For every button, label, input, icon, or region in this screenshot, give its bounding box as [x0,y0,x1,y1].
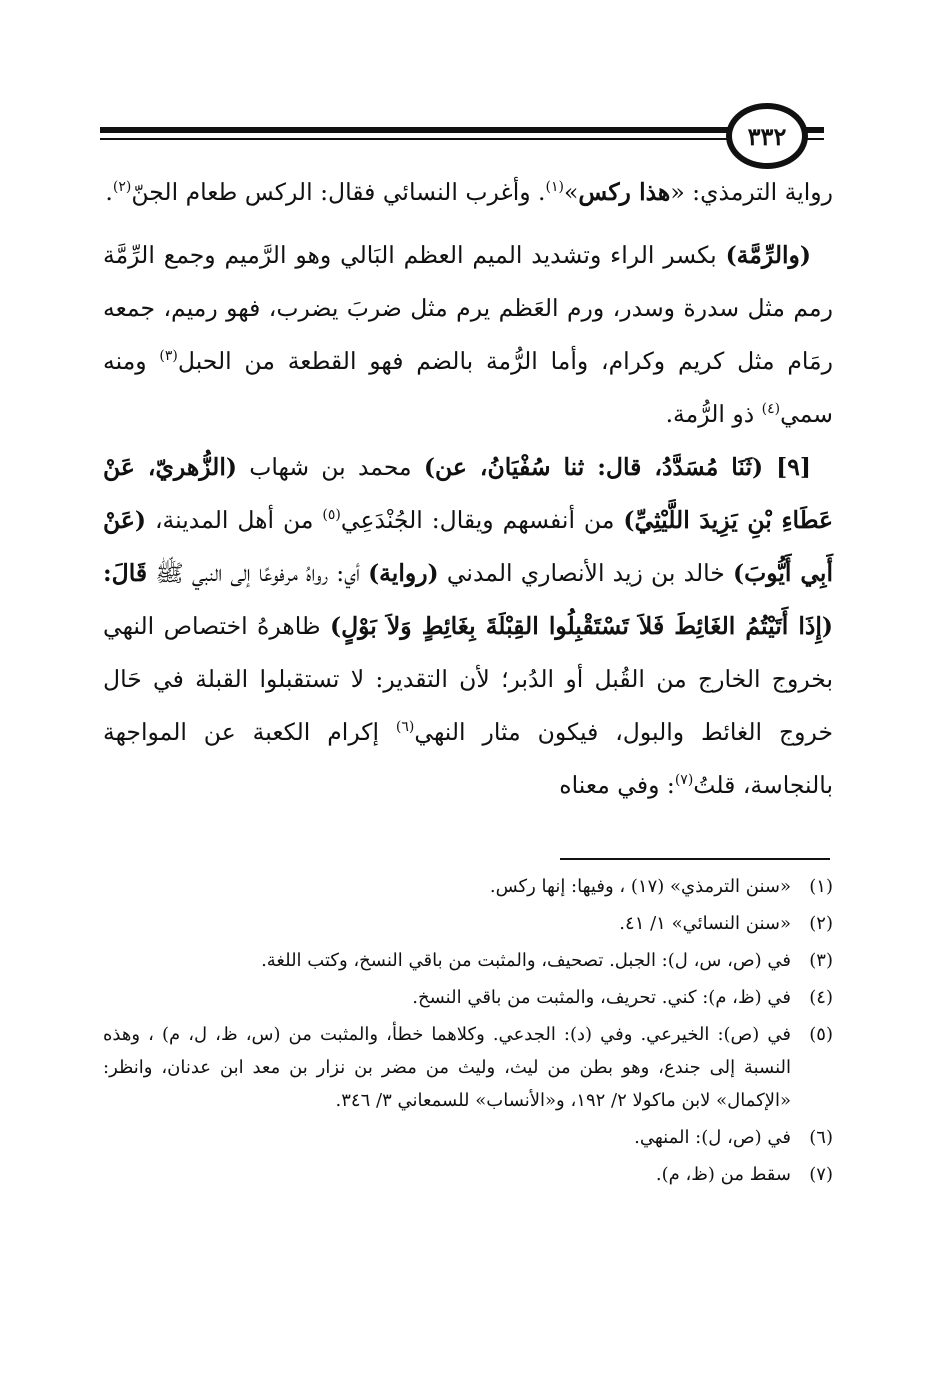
footnote-text: في (ص، ل): المنهي. [634,1127,791,1148]
footnote-number: (٤) [809,987,833,1008]
text-run: : وفي معناه [559,771,675,799]
footnote-text: «سنن النسائي» ١/ ٤١. [619,913,791,934]
header-rule-thick [100,127,824,133]
page-number: ٣٣٢ [726,103,808,169]
footnote [103,944,833,977]
bold-text: [٩] (ثَنَا مُسَدَّدُ، قال: ثنا سُفْيَانُ، عن) [423,453,811,481]
footnote [103,1121,833,1154]
footnote [103,870,833,903]
text-run: من أنفسهم ويقال: الجُنْدَعِي [340,506,624,534]
paragraph-2 [103,229,833,441]
footnote-number: (٧) [809,1164,833,1185]
bold-text: (رواية) [368,559,439,587]
footnote-ref: (٧) [674,772,694,789]
text-run: إكرام الكعبة عن المواجهة بالنجاسة، قلتُ [103,718,833,799]
text-run: ومنه سمي [103,347,833,428]
footnote [103,981,833,1014]
footnote-separator [560,858,830,860]
footnote-ref: (٢) [112,179,132,196]
text-run: خالد بن زيد الأنصاري المدني [438,559,733,587]
paragraph-1 [103,166,833,219]
footnote-text: سقط من (ظ، م). [655,1164,791,1185]
footnote-number: (٥) [809,1024,833,1045]
footnote-text: في (ص، س، ل): الجبل. تصحيف، والمثبت من باقي النسخ، وكتب اللغة. [261,950,791,971]
bold-text: (الزُّهريّ، عَنْ عَطَاءِ بْنِ يَزِيدَ اللَّيْثِيِّ) [103,453,833,534]
bold-text: (عَنْ أَبِي أَيُّوبَ) [103,506,833,587]
text-run: أي: رواهُ مرفوعًا إلى النبي ﷺ [147,559,369,587]
text-run: . وأغرب النسائي فقال: الركس طعام الجنّ [131,178,546,206]
footnote-number: (٢) [809,913,833,934]
paragraph-3 [103,441,833,812]
footnote-number: (٦) [809,1127,833,1148]
footnote-ref: (٥) [322,507,341,524]
bold-text: هذا ركس [578,178,671,206]
footnote-text: في (ص): الخيرعي. وفي (د): الجدعي. وكلاهما خطأ، والمثبت من (س، ظ، ل، م) ، وهذه النسبة إلى جندع، وهو بطن من ليث، وليث من مضر بن نزار بن معد ابن عدنان، وانظر: «الإكمال» لابن ماكولا ٢/ ١٩٢، و«الأنساب» للسمعاني ٣/ ٣٤٦. [103,1024,791,1111]
text-run: رواية الترمذي: « [670,178,833,206]
footnote-ref: (٤) [761,401,781,418]
footnote-number: (٣) [809,950,833,971]
footnote [103,1158,833,1191]
main-text [103,166,833,812]
footnote [103,1018,833,1117]
footnote-ref: (٣) [159,348,178,365]
text-run: ظاهرهُ اختصاص النهي بخروج الخارج من القُبل أو الدُبر؛ لأن التقدير: لا تستقبلوا القبلة في حَال خروج الغائط والبول، فيكون مثار النهي [103,612,833,746]
footnote-number: (١) [809,876,833,897]
footnote [103,907,833,940]
header-rule-thin [100,138,824,140]
text-run: محمد بن شهاب [236,453,424,481]
text-run: من أهل المدينة، [146,506,323,534]
footnote-ref: (٦) [395,719,415,736]
text-run: ذو الرُّمة. [665,400,762,428]
text-run: بكسر الراء وتشديد الميم العظم البَالي وهو الرَّميم وجمع الرِّمَّة رمم مثل سدرة وسدر، ورم العَظم يرم مثل ضربَ يضرب، فهو رميم، جمعه رمَام مثل كريم وكرام، وأما الرُّمة بالضم فهو القطعة من الحبل [103,241,833,375]
footnote-text: «سنن الترمذي» (١٧) ، وفيها: إنها ركس. [489,876,791,897]
bold-text: قَالَ: (إِذَا أَتَيْتُمُ الغَائِطَ فَلاَ تَسْتَقْبِلُوا القِبْلَةَ بِغَائِطٍ وَلاَ بَوْلٍ) [103,559,834,640]
footnote-ref: (١) [545,179,564,196]
text-run: » [564,178,579,206]
footnote-text: في (ظ، م): كني. تحريف، والمثبت من باقي النسخ. [412,987,791,1008]
text-run: . [105,178,113,206]
footnotes [103,870,833,1195]
bold-text: (والرِّمَّة) [725,241,811,269]
